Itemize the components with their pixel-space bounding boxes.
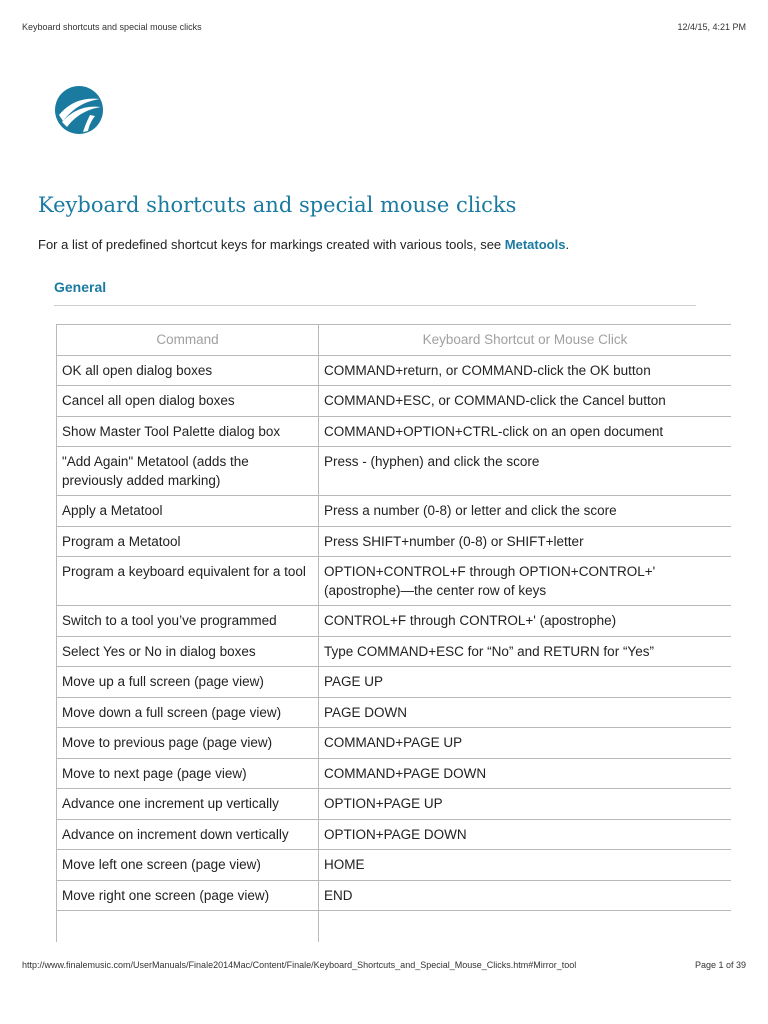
command-cell: Advance on increment down vertically [57,819,319,850]
shortcuts-table-container [56,324,731,942]
shortcut-cell: END [319,880,732,911]
table-row [57,386,732,417]
table-row [57,557,732,606]
table-row [57,728,732,759]
shortcuts-table [56,324,731,942]
section-heading-general: General [54,279,107,295]
command-cell: Move down a full screen (page view) [57,697,319,728]
command-cell: Switch to a tool you’ve programmed [57,606,319,637]
table-row [57,667,732,698]
shortcut-cell: COMMAND+ESC, or COMMAND-click the Cancel button [319,386,732,417]
shortcut-cell: COMMAND+return, or COMMAND-click the OK button [319,355,732,386]
shortcut-cell: HOME [319,850,732,881]
table-row [57,526,732,557]
column-header-shortcut: Keyboard Shortcut or Mouse Click [319,325,732,356]
table-row [57,606,732,637]
print-footer-url: http://www.finalemusic.com/UserManuals/Finale2014Mac/Content/Finale/Keyboard_Shortcuts_and_Special_Mouse_Clicks.htm#Mirror_tool [22,960,577,970]
command-cell: Show Master Tool Palette dialog box [57,416,319,447]
table-row-continued [57,911,732,943]
section-divider [54,305,696,306]
table-row [57,880,732,911]
command-cell: OK all open dialog boxes [57,355,319,386]
command-cell: Advance one increment up vertically [57,789,319,820]
shortcut-cell: OPTION+PAGE UP [319,789,732,820]
shortcut-cell: COMMAND+PAGE DOWN [319,758,732,789]
print-header [22,22,746,36]
print-footer-page-number: Page 1 of 39 [694,960,746,970]
shortcut-cell: OPTION+CONTROL+F through OPTION+CONTROL+' (apostrophe)—the center row of keys [319,557,732,606]
intro-paragraph [38,237,569,252]
shortcut-cell: Press SHIFT+number (0-8) or SHIFT+letter [319,526,732,557]
shortcut-cell: COMMAND+OPTION+CTRL-click on an open document [319,416,732,447]
table-row [57,355,732,386]
command-cell: Select Yes or No in dialog boxes [57,636,319,667]
command-cell: Move left one screen (page view) [57,850,319,881]
command-cell: Cancel all open dialog boxes [57,386,319,417]
table-row [57,789,732,820]
table-row [57,416,732,447]
shortcut-cell: Type COMMAND+ESC for “No” and RETURN for “Yes” [319,636,732,667]
intro-end: . [565,237,570,252]
table-row [57,758,732,789]
command-cell: Move to previous page (page view) [57,728,319,759]
shortcut-cell-empty [319,911,732,943]
print-header-title: Keyboard shortcuts and special mouse clicks [22,22,202,32]
shortcut-cell: Press - (hyphen) and click the score [319,447,732,496]
table-row [57,447,732,496]
command-cell: Program a Metatool [57,526,319,557]
shortcut-cell: Press a number (0-8) or letter and click the score [319,496,732,527]
table-row [57,697,732,728]
shortcut-cell: PAGE DOWN [319,697,732,728]
print-header-datetime: 12/4/15, 4:21 PM [677,22,746,32]
table-row [57,819,732,850]
shortcut-cell: PAGE UP [319,667,732,698]
table-row [57,496,732,527]
finale-logo-icon[interactable] [54,85,104,135]
command-cell: Move right one screen (page view) [57,880,319,911]
command-cell: "Add Again" Metatool (adds the previously added marking) [57,447,319,496]
shortcut-cell: CONTROL+F through CONTROL+' (apostrophe) [319,606,732,637]
command-cell: Move up a full screen (page view) [57,667,319,698]
intro-text: For a list of predefined shortcut keys for markings created with various tools, see [38,237,505,252]
metatools-link[interactable]: Metatools [504,237,566,252]
page-title: Keyboard shortcuts and special mouse clicks [38,193,517,217]
table-row [57,636,732,667]
command-cell: Apply a Metatool [57,496,319,527]
column-header-command: Command [57,325,319,356]
command-cell-empty [57,911,319,943]
print-footer [22,960,746,974]
shortcut-cell: COMMAND+PAGE UP [319,728,732,759]
command-cell: Program a keyboard equivalent for a tool [57,557,319,606]
command-cell: Move to next page (page view) [57,758,319,789]
shortcut-cell: OPTION+PAGE DOWN [319,819,732,850]
table-header-row [57,325,732,356]
table-row [57,850,732,881]
